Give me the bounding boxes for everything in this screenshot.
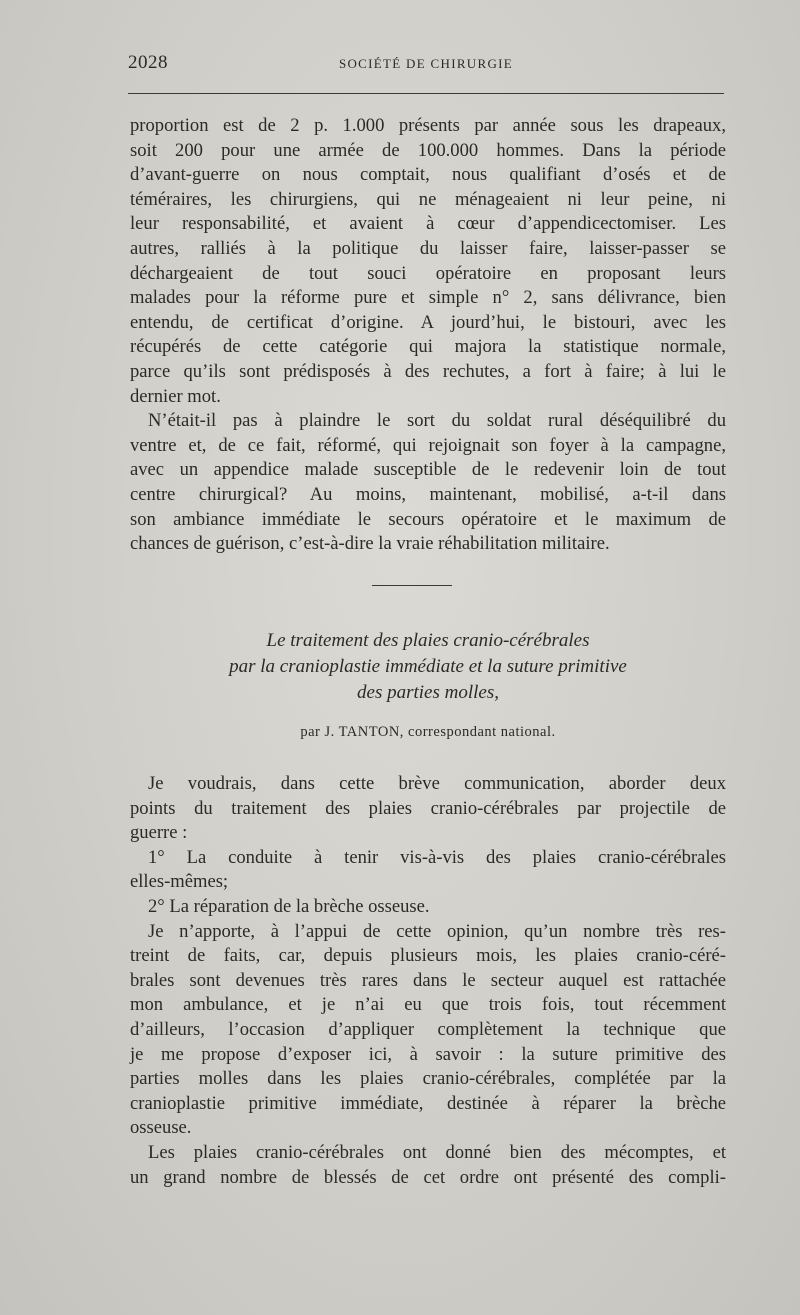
text-line: déchargeaient de tout souci opératoire en proposant leurs bbox=[130, 262, 726, 284]
article-body bbox=[130, 772, 726, 1190]
text-line: ventre et, de ce fait, réformé, qui rejoignait son foyer à la campagne, bbox=[130, 434, 726, 456]
header-rule bbox=[128, 93, 724, 94]
text-line: N’était-il pas à plaindre le sort du soldat rural déséquilibré du bbox=[148, 410, 726, 432]
text-line: proportion est de 2 p. 1.000 présents par année sous les drapeaux, bbox=[130, 115, 726, 136]
text-line: d’avant-guerre on nous comptait, nous qualifiant d’osés et de bbox=[130, 164, 726, 186]
text-line: elles-mêmes; bbox=[130, 871, 229, 893]
author-byline: par J. TANTON, correspondant national. bbox=[300, 724, 556, 740]
text-line: chances de guérison, c’est-à-dire la vraie réhabilitation militaire. bbox=[130, 533, 610, 555]
text-line: guerre : bbox=[130, 822, 188, 844]
page-header bbox=[128, 52, 724, 80]
text-line: 2° La réparation de la brèche osseuse. bbox=[148, 895, 430, 917]
text-line: parce qu’ils sont prédisposés à des rechutes, a fort à faire; à lui le bbox=[130, 360, 726, 382]
page-number: 2028 bbox=[128, 52, 168, 73]
running-head: SOCIÉTÉ DE CHIRURGIE bbox=[338, 56, 514, 71]
text-line: Les plaies cranio-cérébrales ont donné bien des mécomptes, et bbox=[148, 1141, 726, 1163]
text-line: d’ailleurs, l’occasion d’appliquer complètement la technique que bbox=[130, 1018, 726, 1040]
text-line: Je voudrais, dans cette brève communication, aborder deux bbox=[148, 773, 726, 794]
text-line: parties molles dans les plaies cranio-cérébrales, complétée par la bbox=[130, 1068, 726, 1090]
text-line: autres, ralliés à la politique du laisser faire, laisser-passer se bbox=[130, 237, 726, 259]
text-line: brales sont devenues très rares dans le secteur auquel est rattachée bbox=[130, 969, 726, 991]
text-line: téméraires, les chirurgiens, qui ne ménageaient ni leur peine, ni bbox=[130, 188, 726, 210]
text-line: treint de faits, car, depuis plusieurs mois, les plaies cranio-céré- bbox=[130, 945, 726, 967]
text-line: récupérés de cette catégorie qui majora la statistique normale, bbox=[130, 336, 726, 358]
text-line: osseuse. bbox=[130, 1117, 192, 1139]
text-line: Je n’apporte, à l’appui de cette opinion, qu’un nombre très res- bbox=[148, 920, 726, 942]
text-line: cranioplastie primitive immédiate, destinée à réparer la brèche bbox=[130, 1092, 726, 1114]
article-title bbox=[130, 628, 726, 706]
text-line: leur responsabilité, et avaient à cœur d’appendicectomiser. Les bbox=[130, 213, 726, 235]
title-line: par la cranioplastie immédiate et la suture primitive bbox=[229, 656, 627, 677]
text-line: avec un appendice malade susceptible de le redevenir loin de tout bbox=[130, 459, 726, 481]
text-line: mon ambulance, et je n’ai eu que trois fois, tout récemment bbox=[130, 994, 726, 1016]
text-line: soit 200 pour une armée de 100.000 hommes. Dans la période bbox=[130, 139, 726, 161]
text-line: 1° La conduite à tenir vis-à-vis des plaies cranio-cérébrales bbox=[148, 846, 726, 868]
text-line: entendu, de certificat d’origine. A jourd’hui, le bistouri, avec les bbox=[130, 311, 726, 333]
section-separator bbox=[372, 585, 452, 586]
text-line: dernier mot. bbox=[130, 385, 221, 407]
text-line: je me propose d’exposer ici, à savoir : la suture primitive des bbox=[130, 1043, 726, 1065]
text-line: malades pour la réforme pure et simple n° 2, sans délivrance, bien bbox=[130, 287, 726, 309]
title-line: des parties molles, bbox=[357, 682, 499, 703]
title-line: Le traitement des plaies cranio-cérébrales bbox=[266, 630, 590, 651]
continued-paragraph bbox=[130, 114, 726, 557]
text-line: un grand nombre de blessés de cet ordre ont présenté des compli- bbox=[130, 1166, 726, 1188]
text-line: points du traitement des plaies cranio-cérébrales par projectile de bbox=[130, 797, 726, 819]
text-line: centre chirurgical? Au moins, maintenant, mobilisé, a-t-il dans bbox=[130, 483, 726, 505]
text-line: son ambiance immédiate le secours opératoire et le maximum de bbox=[130, 508, 726, 530]
